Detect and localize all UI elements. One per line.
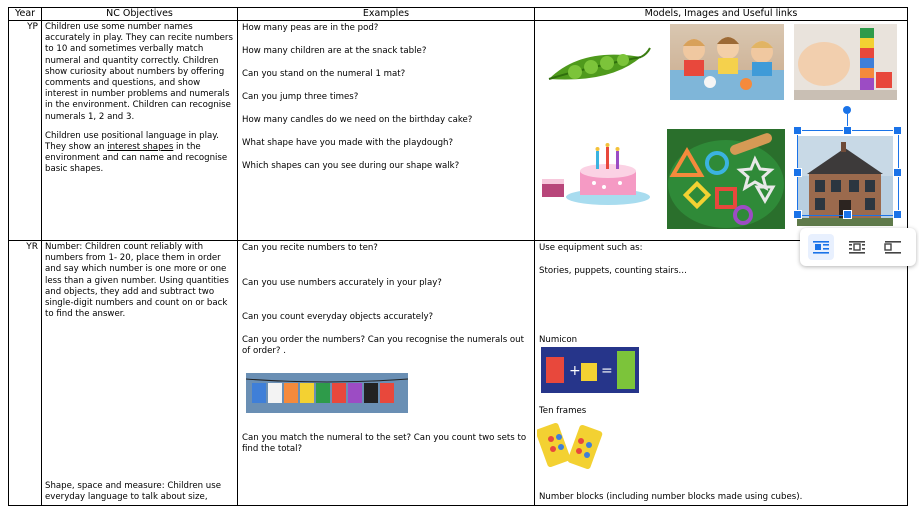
example-yr-1: Can you recite numbers to ten?: [242, 243, 378, 253]
image-wrap-toolbar: [800, 228, 916, 266]
models-numicon-label: Numicon: [539, 335, 578, 345]
models-numberblocks: Number blocks (including number blocks made using cubes).: [539, 492, 803, 502]
stacking-blocks-photo[interactable]: [794, 24, 897, 100]
row-yr: [9, 241, 908, 506]
resize-handle-top-left[interactable]: [793, 126, 802, 135]
objectives-yr-paragraph-2: Shape, space and measure: Children use everyday language to talk about size,: [45, 481, 222, 503]
resize-handle-left[interactable]: [793, 168, 802, 177]
rotate-handle[interactable]: [843, 106, 851, 114]
objectives-yp-underlined: interest shapes: [107, 142, 174, 153]
objectives-yp[interactable]: [42, 21, 238, 241]
svg-text:+: +: [569, 363, 581, 379]
objectives-table: [8, 7, 908, 506]
models-equipment: Use equipment such as:: [539, 243, 643, 253]
resize-handle-bottom-left[interactable]: [793, 210, 802, 219]
numbered-tshirts-washing-line-photo[interactable]: [246, 373, 408, 413]
models-stories: Stories, puppets, counting stairs…: [539, 266, 688, 276]
example-yr-4: Can you order the numbers? Can you recognise the numerals out of order? .: [242, 335, 524, 357]
resize-handle-bottom-right[interactable]: [893, 210, 902, 219]
objectives-yp-text-a: Children use positional language in play. They show an: [45, 130, 219, 153]
example-yp-3: Can you stand on the numeral 1 mat?: [242, 69, 406, 79]
image-selection-box[interactable]: [797, 130, 899, 216]
example-yp-7: Which shapes can you see during our shape walk?: [242, 161, 460, 171]
example-yr-5: Can you match the numeral to the set? Can you count two sets to find the total?: [242, 433, 527, 455]
wrap-text-icon[interactable]: [844, 234, 870, 260]
examples-yr[interactable]: [238, 241, 535, 506]
header-row: [9, 8, 908, 21]
birthday-cake-photo[interactable]: [538, 141, 656, 209]
example-yr-2: Can you use numbers accurately in your play?: [242, 278, 442, 288]
break-text-icon[interactable]: [880, 234, 906, 260]
example-yp-5: How many candles do we need on the birthday cake?: [242, 115, 473, 125]
numicon-addition-photo[interactable]: [541, 347, 639, 393]
children-snack-table-photo[interactable]: [670, 24, 784, 100]
svg-text:=: =: [601, 363, 613, 379]
example-yp-6: What shape have you made with the playdough?: [242, 138, 454, 148]
pea-pod-photo[interactable]: [541, 39, 653, 99]
example-yp-2: How many children are at the snack table?: [242, 46, 427, 56]
header-objectives: NC Objectives: [42, 8, 238, 21]
header-examples: Examples: [238, 8, 535, 21]
example-yp-1: How many peas are in the pod?: [242, 23, 379, 33]
models-ten-frames-label: Ten frames: [539, 406, 587, 416]
year-yr: YR: [9, 241, 42, 506]
objectives-yp-paragraph-1: Children use some number names accurately in play. They can recite numbers to 10 and sometimes verbally match numeral and quantity correctly. Children show curiosity about numbers by offering comments and questions, and show interest in number problems and numerals in the environment. Children can recognise numerals 1, 2 and 3.: [45, 22, 233, 122]
playdough-shapes-photo[interactable]: [667, 129, 785, 229]
header-year: Year: [9, 8, 42, 21]
objectives-yp-text-b: in the environment and can name and recognise basic shapes.: [45, 142, 228, 175]
resize-handle-right[interactable]: [893, 168, 902, 177]
models-yr[interactable]: [535, 241, 908, 506]
examples-yp[interactable]: [238, 21, 535, 241]
row-yp: [9, 21, 908, 241]
example-yp-4: Can you jump three times?: [242, 92, 359, 102]
resize-handle-top-right[interactable]: [893, 126, 902, 135]
example-yr-3: Can you count everyday objects accurately?: [242, 312, 434, 322]
objectives-yp-paragraph-2: [45, 131, 234, 176]
objectives-yr[interactable]: [42, 241, 238, 506]
ten-frames-photo[interactable]: [537, 419, 603, 477]
resize-handle-top[interactable]: [843, 126, 852, 135]
objectives-yr-paragraph-1: Number: Children count reliably with numbers from 1- 20, place them in order and say which number is one more or one less than a given number. Using quantities and objects, they add and subtract two single-digit numbers and count on or back to find the answer.: [45, 242, 229, 320]
year-yp: YP: [9, 21, 42, 241]
resize-handle-bottom[interactable]: [843, 210, 852, 219]
wrap-inline-icon[interactable]: [808, 234, 834, 260]
header-models: Models, Images and Useful links: [535, 8, 908, 21]
